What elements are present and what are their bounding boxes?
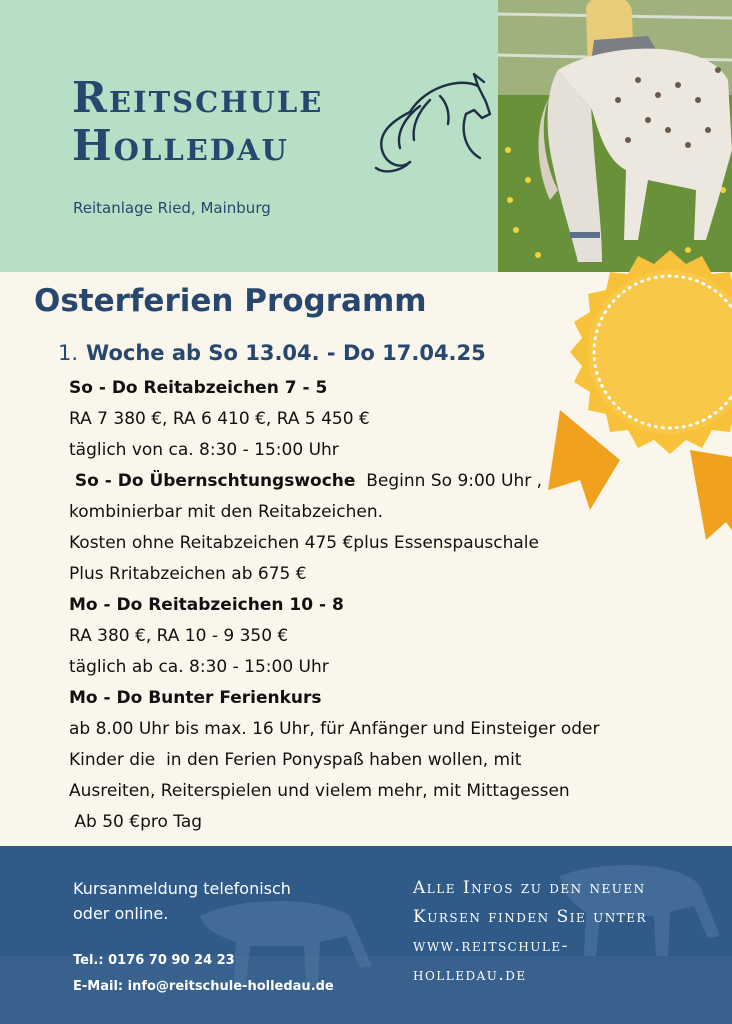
program-line-heading: So - Do Übernschtungswoche [69, 471, 356, 491]
registration-line2: oder online. [73, 904, 169, 923]
info-line1: Alle Infos zu den neuen [413, 878, 646, 898]
brand-title-line2: Holledau [72, 121, 289, 170]
program-line [69, 373, 679, 404]
registration-info [73, 876, 291, 926]
header-panel [0, 0, 498, 272]
program-line [69, 745, 679, 776]
program-line-text: täglich von ca. 8:30 - 15:00 Uhr [69, 440, 339, 460]
phone-number[interactable]: Tel.: 0176 70 90 24 23 [73, 953, 235, 968]
horse-head-icon [370, 72, 495, 182]
program-line [69, 652, 679, 683]
program-line-text: Plus Rritabzeichen ab 675 € [69, 564, 307, 584]
registration-line1: Kursanmeldung telefonisch [73, 879, 291, 898]
program-line [69, 435, 679, 466]
website-link-line2[interactable]: holledau.de [413, 965, 527, 985]
week-dates: Woche ab So 13.04. - Do 17.04.25 [86, 341, 486, 365]
week-heading [58, 341, 486, 365]
brand-title [72, 74, 323, 170]
program-line-text: ab 8.00 Uhr bis max. 16 Uhr, für Anfänger und Einsteiger oder [69, 719, 600, 739]
program-line [69, 621, 679, 652]
program-line-text: Ab 50 €pro Tag [69, 812, 203, 832]
footer [0, 846, 732, 1024]
brand-title-line1: Reitschule [72, 73, 324, 122]
website-link-line1[interactable]: www.reitschule- [413, 936, 569, 956]
program-line-text: Ausreiten, Reiterspielen und vielem mehr, mit Mittagessen [69, 781, 570, 801]
horse-photo [498, 0, 732, 272]
program-line [69, 590, 679, 621]
brand-subtitle: Reitanlage Ried, Mainburg [73, 199, 271, 217]
program-line [69, 528, 679, 559]
program-line-text: täglich ab ca. 8:30 - 15:00 Uhr [69, 657, 329, 677]
program-line [69, 559, 679, 590]
email-address[interactable]: E-Mail: info@reitschule-holledau.de [73, 979, 334, 994]
week-number: 1. [58, 341, 79, 365]
program-line [69, 404, 679, 435]
info-line2: Kursen finden Sie unter [413, 907, 648, 927]
program-line [69, 466, 679, 497]
program-title: Osterferien Programm [34, 283, 427, 319]
program-line [69, 776, 679, 807]
program-line-text: RA 380 €, RA 10 - 9 350 € [69, 626, 289, 646]
program-line [69, 683, 679, 714]
program-line [69, 807, 679, 838]
program-line-text: Beginn So 9:00 Uhr , [355, 471, 543, 491]
program-line [69, 714, 679, 745]
program-line [69, 497, 679, 528]
horse-photo-illustration [498, 0, 732, 272]
program-line-heading: Mo - Do Bunter Ferienkurs [69, 688, 322, 708]
program-line-heading: So - Do Reitabzeichen 7 - 5 [69, 378, 328, 398]
program-line-text: Kosten ohne Reitabzeichen 475 €plus Essenspauschale [69, 533, 539, 553]
program-line-text: Kinder die in den Ferien Ponyspaß haben wollen, mit [69, 750, 522, 770]
info-text [413, 874, 723, 990]
program-line-text: kombinierbar mit den Reitabzeichen. [69, 502, 384, 522]
program-details [69, 373, 679, 838]
program-line-text: RA 7 380 €, RA 6 410 €, RA 5 450 € [69, 409, 370, 429]
contact-info [73, 948, 334, 1000]
program-line-heading: Mo - Do Reitabzeichen 10 - 8 [69, 595, 344, 615]
